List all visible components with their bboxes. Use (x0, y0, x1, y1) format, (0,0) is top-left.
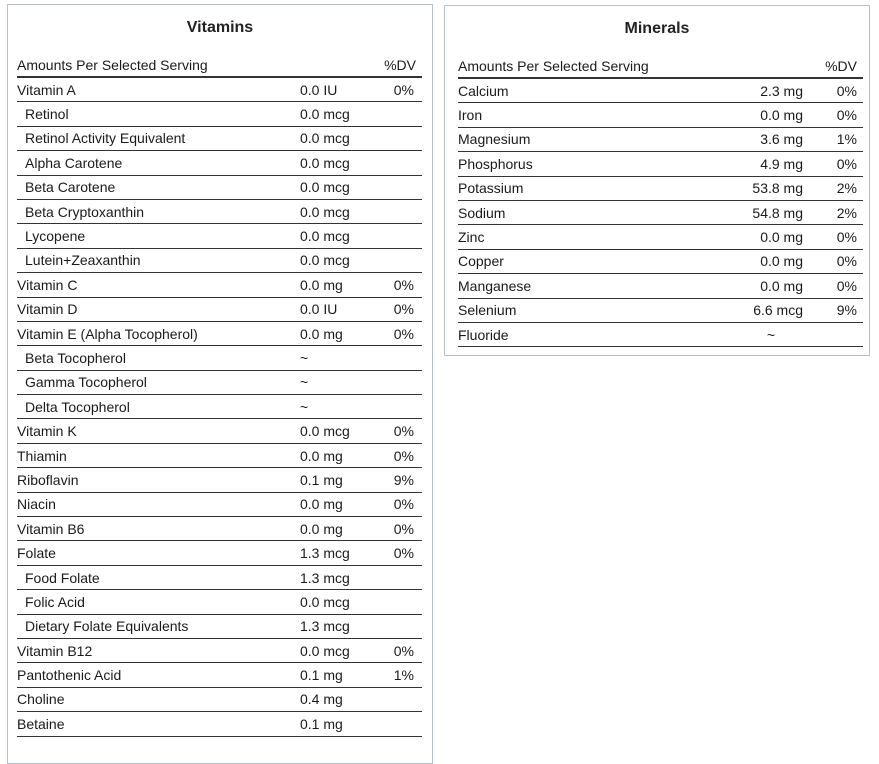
minerals-table (458, 54, 863, 347)
amount-value: 0.0 mg (760, 229, 803, 246)
nutrient-name: Zinc (458, 229, 485, 246)
amount-value: 6.6 mcg (753, 302, 803, 319)
table-row (17, 127, 422, 151)
daily-value: 1% (393, 667, 414, 684)
nutrient-name: Dietary Folate Equivalents (25, 618, 189, 635)
amount-value: 4.9 mg (760, 155, 803, 172)
table-row (17, 102, 422, 126)
nutrient-name: Lutein+Zeaxanthin (25, 252, 141, 269)
daily-value: 0% (393, 423, 414, 440)
minerals-title: Minerals (624, 20, 690, 37)
header-dv-label: %DV (825, 57, 857, 74)
amount-value: 0.0 mg (760, 107, 803, 124)
amount-value: 0.1 mg (300, 667, 343, 684)
nutrient-name: Sodium (458, 204, 506, 221)
table-row (458, 103, 863, 127)
nutrient-name: Lycopene (25, 228, 86, 245)
amount-value: 1.3 mcg (300, 569, 350, 586)
table-row (458, 299, 863, 323)
header-amounts-label: Amounts Per Selected Serving (17, 56, 208, 73)
minerals-rows (458, 79, 863, 347)
nutrient-name: Pantothenic Acid (17, 667, 122, 684)
amount-value: 0.1 mg (300, 471, 343, 488)
nutrient-name: Beta Carotene (25, 179, 116, 196)
amount-value: 0.0 mcg (300, 106, 350, 123)
table-row (17, 200, 422, 224)
minerals-panel (444, 5, 870, 356)
table-row (458, 225, 863, 249)
nutrient-name: Gamma Tocopherol (25, 374, 147, 391)
table-row (17, 273, 422, 297)
table-row (17, 663, 422, 687)
table-row (458, 177, 863, 201)
daily-value: 0% (836, 277, 857, 294)
amount-value: ~ (300, 374, 309, 391)
nutrient-name: Vitamin A (17, 81, 76, 98)
table-row (17, 468, 422, 492)
nutrient-name: Potassium (458, 180, 524, 197)
nutrient-name: Copper (458, 253, 504, 270)
table-row (17, 395, 422, 419)
amount-value: 0.0 mg (760, 277, 803, 294)
vitamins-table (17, 53, 422, 737)
table-row (458, 152, 863, 176)
table-row (17, 688, 422, 712)
table-row (17, 298, 422, 322)
table-row (458, 250, 863, 274)
table-row (17, 371, 422, 395)
table-row (458, 323, 863, 347)
table-row (17, 78, 422, 102)
amount-value: 0.0 mg (300, 496, 343, 513)
amount-value: 1.3 mcg (300, 618, 350, 635)
nutrient-name: Alpha Carotene (25, 154, 123, 171)
table-row (17, 517, 422, 541)
table-row (17, 493, 422, 517)
amount-value: 54.8 mg (752, 204, 803, 221)
amount-value: 2.3 mg (760, 82, 803, 99)
table-row (17, 224, 422, 248)
daily-value: 1% (836, 131, 857, 148)
header-amounts-label: Amounts Per Selected Serving (458, 57, 649, 74)
table-row (17, 541, 422, 565)
daily-value: 0% (836, 253, 857, 270)
table-row (17, 639, 422, 663)
nutrient-name: Delta Tocopherol (25, 398, 130, 415)
amount-value: 0.0 mg (760, 253, 803, 270)
table-row (17, 322, 422, 346)
daily-value: 0% (393, 301, 414, 318)
nutrient-name: Niacin (17, 496, 56, 513)
table-row (17, 712, 422, 736)
nutrient-name: Vitamin C (17, 276, 78, 293)
amount-value: 0.0 mcg (300, 642, 350, 659)
nutrient-name: Vitamin K (17, 423, 77, 440)
daily-value: 0% (393, 276, 414, 293)
vitamins-header-row (17, 53, 422, 78)
table-row (17, 615, 422, 639)
daily-value: 0% (393, 520, 414, 537)
daily-value: 0% (836, 155, 857, 172)
amount-value: 0.0 mcg (300, 423, 350, 440)
nutrient-name: Magnesium (458, 131, 531, 148)
vitamins-rows (17, 78, 422, 737)
amount-value: 53.8 mg (752, 180, 803, 197)
nutrient-name: Calcium (458, 82, 509, 99)
amount-value: 3.6 mg (760, 131, 803, 148)
nutrient-name: Vitamin E (Alpha Tocopherol) (17, 325, 198, 342)
amount-value: 0.0 IU (300, 301, 338, 318)
daily-value: 9% (393, 471, 414, 488)
daily-value: 0% (393, 81, 414, 98)
table-row (458, 79, 863, 103)
nutrient-name: Iron (458, 107, 483, 124)
nutrient-name: Vitamin B6 (17, 520, 85, 537)
nutrient-name: Food Folate (25, 569, 100, 586)
table-row (458, 128, 863, 152)
nutrient-name: Beta Tocopherol (25, 349, 126, 366)
daily-value: 0% (836, 82, 857, 99)
table-row (17, 419, 422, 443)
vitamins-title: Vitamins (186, 19, 254, 36)
minerals-header-row (458, 54, 863, 79)
daily-value: 0% (393, 545, 414, 562)
header-dv-label: %DV (384, 56, 416, 73)
nutrient-name: Retinol (25, 106, 69, 123)
amount-value: 0.0 mg (300, 325, 343, 342)
table-row (17, 566, 422, 590)
amount-value: ~ (300, 349, 309, 366)
table-row (17, 346, 422, 370)
table-row (17, 444, 422, 468)
daily-value: 2% (836, 180, 857, 197)
nutrient-name: Vitamin D (17, 301, 78, 318)
nutrient-name: Riboflavin (17, 471, 79, 488)
amount-value: 0.0 mcg (300, 130, 350, 147)
daily-value: 0% (393, 496, 414, 513)
nutrient-name: Choline (17, 691, 65, 708)
nutrient-name: Selenium (458, 302, 517, 319)
table-row (458, 201, 863, 225)
table-row (17, 590, 422, 614)
nutrient-name: Folate (17, 545, 56, 562)
amount-value: 0.0 mcg (300, 179, 350, 196)
nutrient-name: Fluoride (458, 326, 509, 343)
nutrient-name: Phosphorus (458, 155, 533, 172)
amount-value: 1.3 mcg (300, 545, 350, 562)
amount-value: 0.0 mcg (300, 154, 350, 171)
daily-value: 0% (836, 229, 857, 246)
nutrient-name: Retinol Activity Equivalent (25, 130, 186, 147)
amount-value: 0.0 mg (300, 520, 343, 537)
amount-value: 0.0 mcg (300, 203, 350, 220)
daily-value: 0% (393, 642, 414, 659)
table-row (17, 249, 422, 273)
daily-value: 0% (393, 325, 414, 342)
daily-value: 2% (836, 204, 857, 221)
amount-value: 0.0 mcg (300, 228, 350, 245)
table-row (17, 151, 422, 175)
nutrient-name: Beta Cryptoxanthin (25, 203, 145, 220)
vitamins-panel (7, 4, 433, 764)
amount-value: 0.0 mg (300, 276, 343, 293)
daily-value: 0% (836, 107, 857, 124)
amount-value: ~ (300, 398, 309, 415)
amount-value: 0.0 mcg (300, 252, 350, 269)
amount-value: 0.4 mg (300, 691, 343, 708)
amount-value: 0.0 IU (300, 81, 338, 98)
nutrient-name: Folic Acid (25, 593, 85, 610)
amount-value: 0.0 mg (300, 447, 343, 464)
nutrient-name: Betaine (17, 715, 65, 732)
nutrient-name: Vitamin B12 (17, 642, 93, 659)
nutrient-name: Manganese (458, 277, 532, 294)
amount-value: ~ (766, 326, 775, 343)
table-row (458, 274, 863, 298)
amount-value: 0.1 mg (300, 715, 343, 732)
table-row (17, 176, 422, 200)
daily-value: 9% (836, 302, 857, 319)
nutrient-name: Thiamin (17, 447, 67, 464)
amount-value: 0.0 mcg (300, 593, 350, 610)
daily-value: 0% (393, 447, 414, 464)
